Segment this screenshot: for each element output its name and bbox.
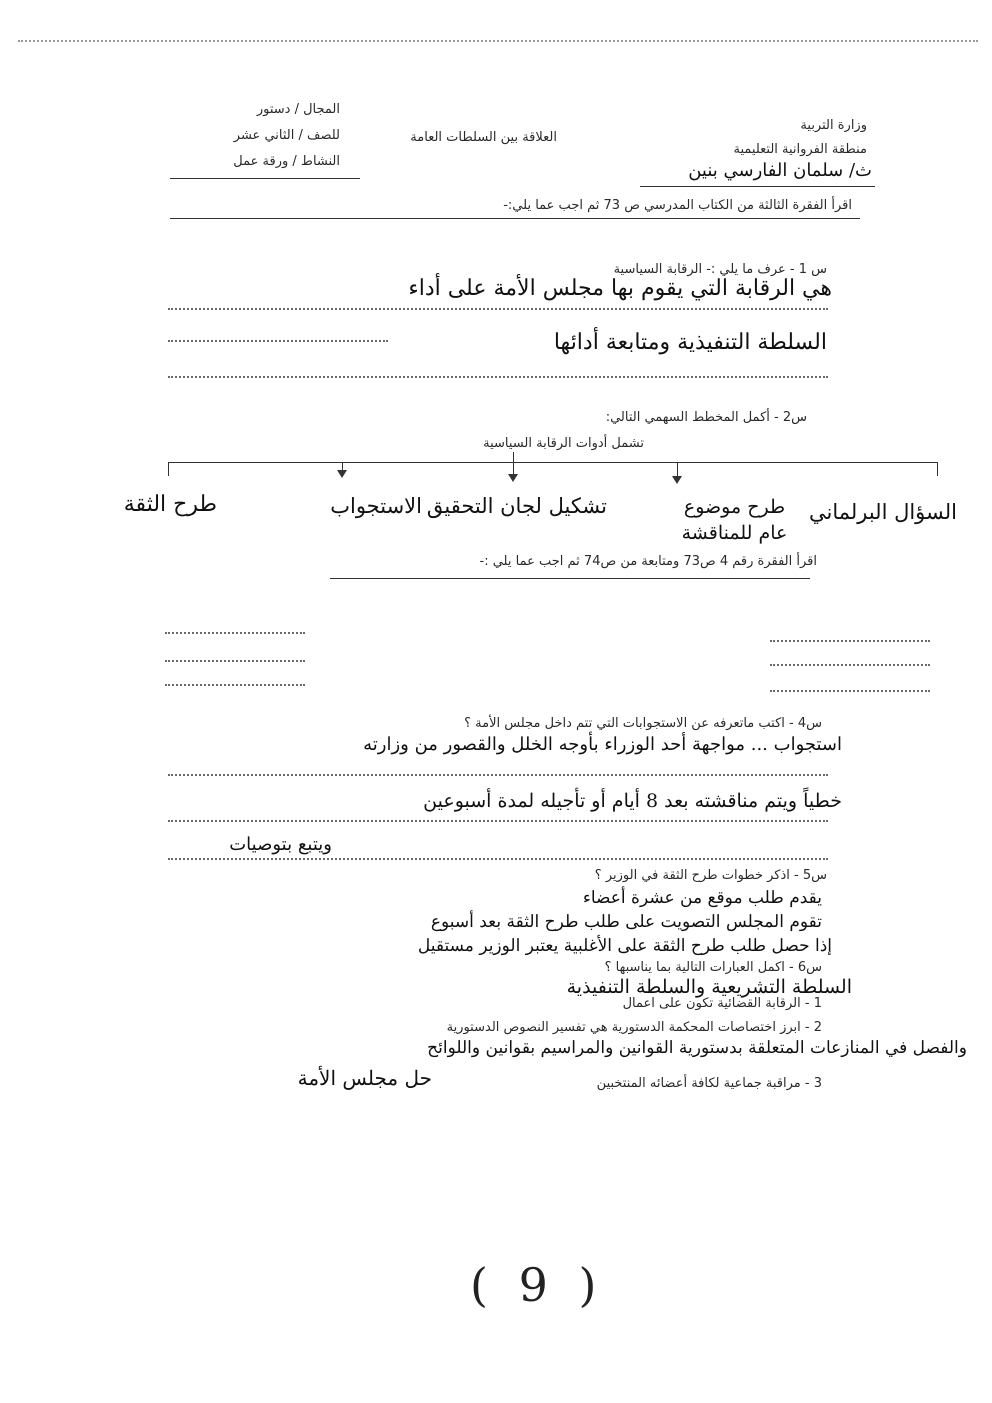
q3-dotted-line-1	[165, 632, 305, 634]
activity-label: النشاط / ورقة عمل	[233, 154, 340, 169]
q2-item-public-debate: طرح موضوع عام للمناقشة	[681, 496, 788, 544]
q4-answer-line-1: استجواب ... مواجهة أحد الوزراء بأوجه الخلل والقصور من وزارته	[363, 734, 842, 755]
branch-right-stem	[937, 462, 938, 476]
q4-answer-line-2: خطياً ويتم مناقشته بعد 8 أيام أو تأجيله لمدة أسبوعين	[423, 790, 842, 812]
header-left-underline	[170, 178, 360, 179]
q6-item-2-answer: والفصل في المنازعات المتعلقة بدستورية القوانين والمراسيم بقوانين واللوائح	[427, 1038, 967, 1058]
branch-arrow-4	[672, 476, 682, 484]
q6-item-3-printed: 3 - مراقبة جماعية لكافة أعضائه المنتخبين	[596, 1076, 822, 1091]
q3-dotted-line-4	[770, 640, 930, 642]
q3-dotted-line-3	[165, 684, 305, 686]
q6-item-1-answer: السلطة التشريعية والسلطة التنفيذية	[566, 976, 852, 998]
instruction-2: اقرأ الفقرة رقم 4 ص73 ومتابعة من ص74 ثم اجب عما يلي :-	[479, 554, 817, 569]
q4-answer-line-3: ويتبع بتوصيات	[229, 834, 332, 855]
branch-left-stem	[168, 462, 169, 476]
subject-label: المجال / دستور	[256, 102, 340, 117]
page-number: ( 9 )	[470, 1258, 605, 1312]
q3-dotted-line-6	[770, 690, 930, 692]
q2-item-inquiry-committees: تشكيل لجان التحقيق	[426, 494, 607, 518]
branch-stem-2	[342, 462, 343, 472]
branch-stem-4	[677, 462, 678, 476]
q2-item-interpellation: الاستجواب	[330, 494, 422, 518]
q4-dotted-line-3	[168, 858, 828, 860]
q2-item-no-confidence: طرح الثقة	[123, 492, 217, 517]
q3-dotted-line-5	[770, 664, 930, 666]
q1-prompt: س 1 - عرف ما يلي :- الرقابة السياسية	[613, 262, 827, 277]
q1-dotted-line-1	[168, 308, 828, 310]
district-label: منطقة الفروانية التعليمية	[733, 142, 867, 157]
q5-answer-line-3: إذا حصل طلب طرح الثقة على الأغلبية يعتبر الوزير مستقيل	[417, 936, 832, 956]
root-arrow-stem	[513, 452, 514, 474]
q2-item-parliamentary-question: السؤال البرلماني	[808, 500, 957, 524]
grade-label: للصف / الثاني عشر	[233, 128, 340, 143]
q5-answer-line-1: يقدم طلب موقع من عشرة أعضاء	[582, 888, 822, 908]
q5-prompt: س5 - اذكر خطوات طرح الثقة في الوزير ؟	[594, 868, 827, 883]
q6-item-2-printed: 2 - ابرز اختصاصات المحكمة الدستورية هي تفسير النصوص الدستورية	[446, 1020, 822, 1035]
q2-prompt: س2 - أكمل المخطط السهمي التالي:	[605, 410, 807, 425]
q1-answer-line-2: السلطة التنفيذية ومتابعة أدائها	[553, 330, 827, 355]
branch-arrow-3	[508, 474, 518, 482]
q6-prompt: س6 - اكمل العبارات التالية بما يناسبها ؟	[604, 960, 822, 975]
q4-dotted-line-1	[168, 774, 828, 776]
q6-item-3-answer: حل مجلس الأمة	[297, 1066, 432, 1090]
q1-dotted-line-2	[168, 340, 388, 342]
top-border-line	[18, 40, 978, 42]
ministry-label: وزارة التربية	[800, 118, 867, 133]
q6-item-1-printed: 1 - الرقابة القضائية تكون على اعمال	[622, 996, 822, 1011]
q1-answer-line-1: هي الرقابة التي يقوم بها مجلس الأمة على أداء	[408, 276, 832, 301]
q2-section-rule	[330, 578, 810, 579]
q2-diagram-root: تشمل أدوات الرقابة السياسية	[483, 436, 644, 451]
q4-prompt: س4 - اكتب ماتعرفه عن الاستجوابات التي تتم داخل مجلس الأمة ؟	[464, 716, 822, 731]
q5-answer-line-2: تقوم المجلس التصويت على طلب طرح الثقة بعد أسبوع	[430, 912, 822, 932]
header-underline	[640, 186, 875, 187]
q4-dotted-line-2	[168, 820, 828, 822]
instruction-1-rule	[170, 218, 860, 219]
diagram-branch-line	[168, 462, 938, 463]
instruction-1: اقرأ الفقرة الثالثة من الكتاب المدرسي ص 73 ثم اجب عما يلي:-	[503, 198, 852, 213]
school-name: ث/ سلمان الفارسي بنين	[688, 160, 872, 181]
worksheet-title: العلاقة بين السلطات العامة	[410, 130, 557, 145]
q1-dotted-line-3	[168, 376, 828, 378]
q3-dotted-line-2	[165, 660, 305, 662]
